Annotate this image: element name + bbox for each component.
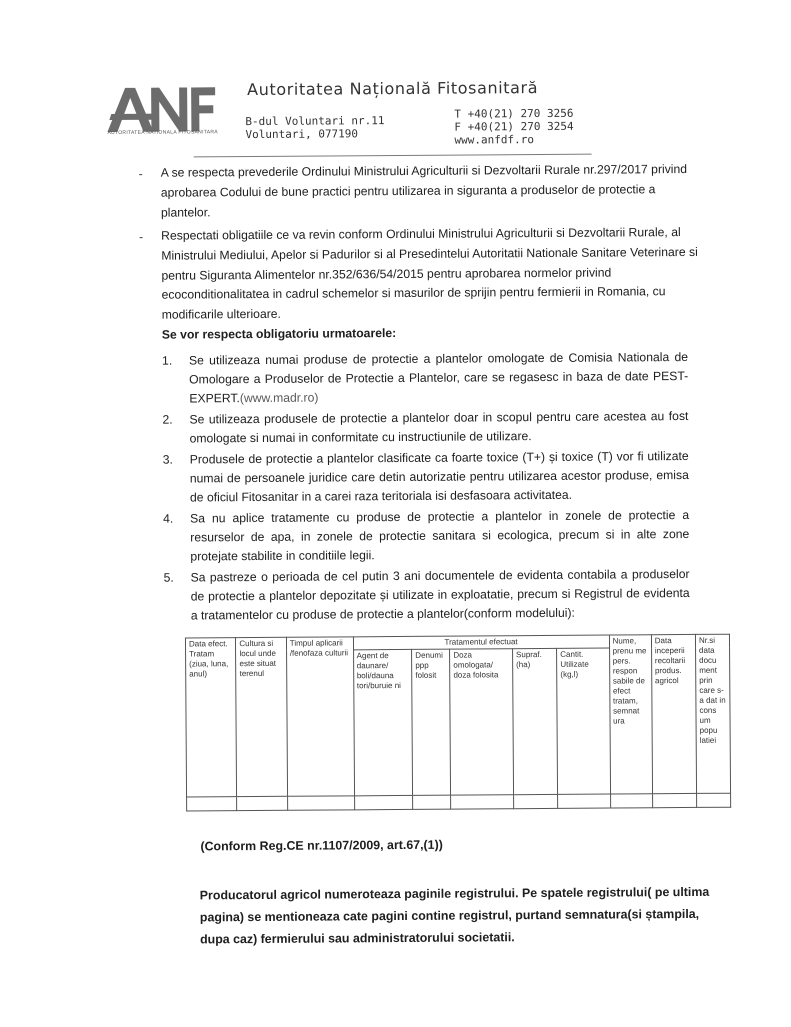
logo-subtitle: AUTORITATEA NATIONALA FITOSANITARA — [107, 129, 218, 137]
list-item — [163, 506, 689, 567]
contact-block — [454, 107, 573, 147]
col-header-dose: Doza omologata/ doza folosita — [450, 649, 514, 795]
list-item-number: 5. — [163, 570, 174, 585]
address-block — [245, 114, 384, 141]
col-header-area: Supraf. (ha) — [512, 648, 557, 794]
list-item-text: Se utilizeaza produsele de protectie a plantelor doar in scopul pentru care acestea au fost omologate si numai in conformitate cu instructiunile de utilizare. — [189, 408, 689, 446]
list-item-text: Produsele de protectie a plantelor clasificate ca foarte toxice (T+) și toxice (T) vor fi utilizate numai de persoanele juridice care detin autorizatie pentru utilizarea acestor produse, emisa de oficiul Fitosanitar in a carei raza teritoriala isi desfasoara activitatea. — [189, 448, 689, 505]
list-item-text: Sa pastreze o perioada de cel putin 3 ani documentele de evidenta contabila a produselor de protectie a plantelor depozitate și utilizate in exploatatie, precum si Registrul de evidenta a tratamentelor cu produse de protectie a plantelor(conform modelului): — [190, 566, 690, 623]
website: www.anfdf.ro — [454, 133, 535, 147]
closing-paragraph: Producatorul agricol numeroteaza paginile registrului. Pe spatele registrului( pe ultima pagina) se mentioneaza cate pagini contine registrul, purtand semnatura(si ștampila, dupa caz) fermierului sau administratorului societatii. — [199, 884, 710, 947]
organization-name: Autoritatea Națională Fitosanitară — [247, 78, 539, 100]
obligations-list — [162, 348, 690, 628]
col-header-harvest: Data inceperii recoltarii produs. agricol — [651, 634, 696, 793]
regulation-note: (Conform Reg.CE nr.1107/2009, art.67,(1)) — [200, 837, 443, 854]
bullet-paragraph: Respectati obligatiile ce va revin conform Ordinului Ministrului Agriculturii si Dezvoltarii Rurale, al Ministrului Mediului, Apelor si Padurilor si al Presedintelui Autoritatii Nationale Sanitare Veterinare si pentru Siguranta Alimentelor nr.352/636/54/2015 pentru aprobarea normelor privind ecoconditionalitatea in cadrul schemelor si masurilor de sprijin pentru fermierii in Romania, cu modificarile ulterioare. — [161, 225, 698, 322]
list-item — [162, 348, 688, 409]
col-header-date: Data efect. Tratam (ziua, luna, anul) — [185, 638, 236, 797]
col-header-quantity: Cantit. Utilizate (kg,l) — [557, 648, 610, 794]
col-header-ppp: Denumi ppp folosit — [412, 649, 451, 795]
bullet-paragraph: A se respecta prevederile Ordinului Ministrului Agriculturii si Dezvoltarii Rurale nr.297/2017 privind aprobarea Codului de bune practici pentru utilizarea in siguranta a produselor de protectie a plantelor. — [160, 161, 688, 220]
col-header-culture: Cultura si locul unde este situat terenul — [236, 637, 287, 796]
list-item-number: 3. — [162, 452, 173, 467]
list-item-number: 1. — [161, 353, 173, 368]
list-item — [163, 447, 689, 508]
group-header-treatment: Tratamentul efectuat — [353, 635, 609, 650]
list-item-text: Sa nu aplice tratamente cu produse de protectie a plantelor in zonele de protectie a resurselor de apa, in zonele de protectie sanitara si ecologica, precum si in alte zone protejate stabilite in conditiile legii. — [190, 507, 690, 564]
obligations-heading: Se vor respecta obligatoriu urmatoarele: — [161, 326, 397, 342]
list-item-number: 4. — [163, 511, 174, 526]
list-item-text: Se utilizeaza numai produse de protectie a plantelor omologate de Comisia Nationala de Omologare a Produselor de Protectie a Plantelor, care se regasesc in baza de date PEST-EXPERT. — [188, 349, 689, 406]
phone-number: T +40(21) 270 3256 — [454, 106, 574, 121]
treatment-register-table — [185, 634, 731, 812]
address-line: B-dul Voluntari nr.11 — [245, 114, 385, 129]
list-item-number: 2. — [162, 412, 173, 427]
bullet-dash: - — [139, 229, 144, 244]
header-divider — [194, 154, 592, 158]
address-line: Voluntari, 077190 — [245, 127, 359, 142]
col-header-agent: Agent de daunare/ boli/dauna tori/buruie ni — [353, 649, 413, 795]
bullet-dash: - — [138, 166, 143, 181]
list-item — [162, 407, 688, 449]
col-header-time: Timpul aplicarii /fenofaza culturii — [286, 637, 354, 796]
table-row — [187, 793, 731, 811]
col-header-document: Nr.si data docu ment prin care s-a dat in cons um popu latiei — [695, 634, 730, 793]
fax-number: F +40(21) 270 3254 — [454, 119, 574, 134]
col-header-responsible: Nume, prenu me pers. respon sabile de efect tratam, semnat ura — [609, 635, 652, 794]
madr-link[interactable]: (www.madr.ro) — [239, 390, 319, 406]
list-item — [163, 565, 689, 626]
anf-logo — [105, 83, 218, 137]
